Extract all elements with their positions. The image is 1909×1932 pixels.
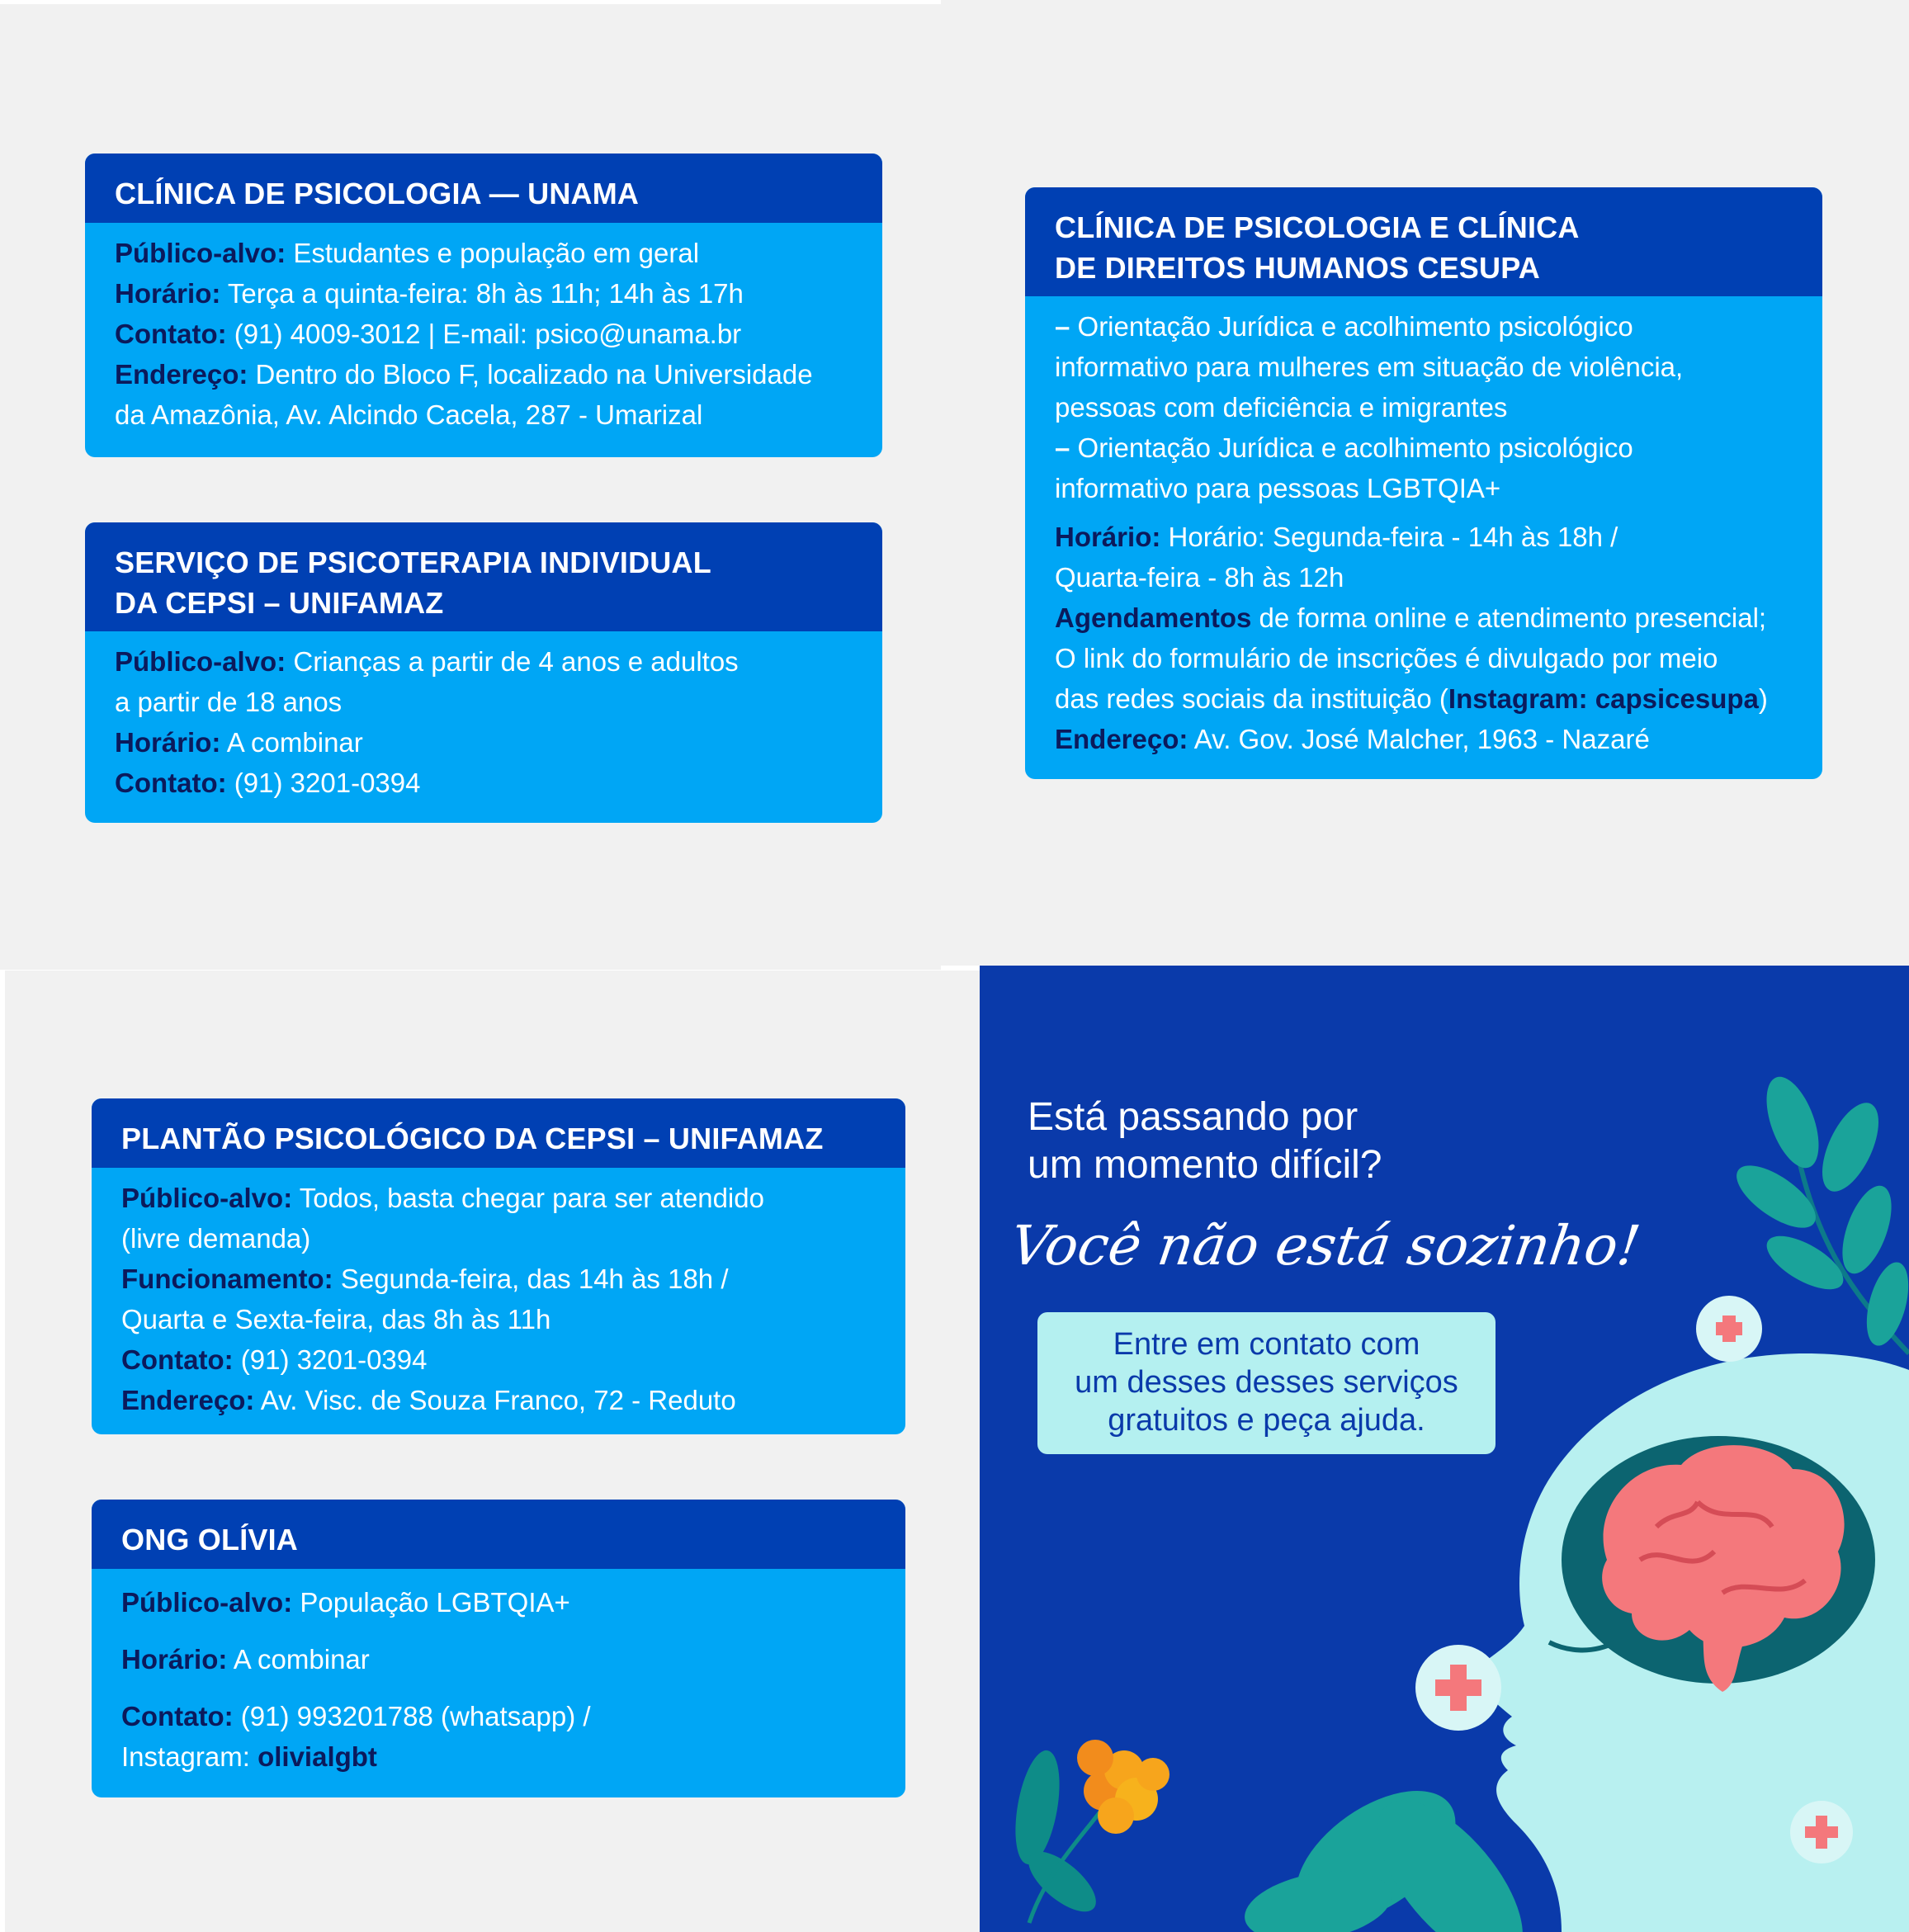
publico-value: Estudantes e população em geral bbox=[286, 238, 700, 268]
card-plantao bbox=[92, 1098, 905, 1434]
endereco-label: Endereço: bbox=[115, 359, 248, 390]
agendamentos-value-cont: O link do formulário de inscrições é divulgado por meio bbox=[1055, 643, 1718, 673]
publico-label: Público-alvo: bbox=[115, 238, 286, 268]
horario-label: Horário: bbox=[1055, 522, 1161, 552]
card-body bbox=[85, 631, 882, 803]
contato-value: (91) 993201788 (whatsapp) / bbox=[233, 1701, 591, 1731]
contato-label: Contato: bbox=[121, 1344, 234, 1375]
endereco-value: Av. Gov. José Malcher, 1963 - Nazaré bbox=[1188, 724, 1650, 754]
card-title: PLANTÃO PSICOLÓGICO DA CEPSI – UNIFAMAZ bbox=[92, 1098, 905, 1168]
horario-label: Horário: bbox=[121, 1644, 228, 1675]
publico-value: Crianças a partir de 4 anos e adultos bbox=[286, 646, 739, 677]
medical-plus-icon bbox=[1696, 1296, 1762, 1362]
horario-value: A combinar bbox=[220, 727, 363, 758]
card-body bbox=[85, 223, 882, 435]
publico-label: Público-alvo: bbox=[121, 1587, 293, 1618]
paren-close: ) bbox=[1758, 683, 1768, 714]
contato-label: Contato: bbox=[115, 768, 227, 798]
publico-value-cont: (livre demanda) bbox=[121, 1223, 311, 1254]
card-psicoterapia bbox=[85, 522, 882, 823]
promo-cta-box: Entre em contato com um desses desses serviços gratuitos e peça ajuda. bbox=[1037, 1312, 1496, 1454]
card-title: SERVIÇO DE PSICOTERAPIA INDIVIDUAL DA CEPSI – UNIFAMAZ bbox=[85, 522, 882, 631]
horario-label: Horário: bbox=[115, 727, 221, 758]
card-title: ONG OLÍVIA bbox=[92, 1500, 905, 1569]
publico-value-cont: a partir de 18 anos bbox=[115, 687, 343, 717]
promo-question: Está passando por um momento difícil? bbox=[1028, 1095, 1382, 1187]
agendamentos-label: Agendamentos bbox=[1055, 602, 1252, 633]
contato-value: (91) 3201-0394 bbox=[226, 768, 421, 798]
card-olivia bbox=[92, 1500, 905, 1797]
horario-value: Horário: Segunda-feira - 14h às 18h / bbox=[1160, 522, 1618, 552]
agendamentos-value: de forma online e atendimento presencial; bbox=[1251, 602, 1767, 633]
horario-value: Terça a quinta-feira: 8h às 11h; 14h às 17h bbox=[220, 278, 744, 309]
spacer bbox=[121, 1623, 876, 1639]
service-item-1-cont2: pessoas com deficiência e imigrantes bbox=[1055, 392, 1508, 423]
funcionamento-label: Funcionamento: bbox=[121, 1264, 333, 1294]
horario-value: A combinar bbox=[227, 1644, 370, 1675]
endereco-label: Endereço: bbox=[1055, 724, 1188, 754]
promo-script-title: Você não está sozinho! bbox=[1006, 1214, 1644, 1278]
publico-value: População LGBTQIA+ bbox=[292, 1587, 570, 1618]
funcionamento-value: Segunda-feira, das 14h às 18h / bbox=[333, 1264, 729, 1294]
contato-label: Contato: bbox=[115, 319, 227, 349]
horario-value-cont: Quarta-feira - 8h às 12h bbox=[1055, 562, 1344, 593]
horario-label: Horário: bbox=[115, 278, 221, 309]
instagram-handle[interactable]: olivialgbt bbox=[258, 1741, 377, 1772]
service-item-1: Orientação Jurídica e acolhimento psicológico bbox=[1070, 311, 1633, 342]
contato-label: Contato: bbox=[121, 1701, 234, 1731]
endereco-value: Dentro do Bloco F, localizado na Universidade bbox=[248, 359, 813, 390]
medical-plus-icon bbox=[1790, 1801, 1853, 1864]
card-cesupa bbox=[1025, 187, 1822, 779]
card-body bbox=[92, 1569, 905, 1777]
card-unama bbox=[85, 154, 882, 457]
card-title: CLÍNICA DE PSICOLOGIA E CLÍNICA DE DIREITOS HUMANOS CESUPA bbox=[1025, 187, 1822, 296]
endereco-value-cont: da Amazônia, Av. Alcindo Cacela, 287 - Umarizal bbox=[115, 399, 703, 430]
bullet-dash: – bbox=[1055, 311, 1070, 342]
publico-value: Todos, basta chegar para ser atendido bbox=[292, 1183, 764, 1213]
endereco-label: Endereço: bbox=[121, 1385, 255, 1415]
card-body bbox=[1025, 296, 1822, 759]
promo-panel bbox=[980, 966, 1909, 1932]
spacer bbox=[121, 1679, 876, 1696]
service-item-1-cont: informativo para mulheres em situação de violência, bbox=[1055, 352, 1684, 382]
service-item-2-cont: informativo para pessoas LGBTQIA+ bbox=[1055, 473, 1501, 503]
top-left-panel bbox=[0, 4, 941, 970]
contato-value: (91) 4009-3012 | E-mail: psico@unama.br bbox=[226, 319, 742, 349]
agendamentos-value-cont2: das redes sociais da instituição ( bbox=[1055, 683, 1448, 714]
bullet-dash: – bbox=[1055, 432, 1070, 463]
contato-value: (91) 3201-0394 bbox=[233, 1344, 428, 1375]
medical-plus-icon bbox=[1415, 1645, 1501, 1731]
funcionamento-value-cont: Quarta e Sexta-feira, das 8h às 11h bbox=[121, 1304, 551, 1334]
instagram-handle[interactable]: Instagram: capsicesupa bbox=[1448, 683, 1759, 714]
publico-label: Público-alvo: bbox=[121, 1183, 293, 1213]
endereco-value: Av. Visc. de Souza Franco, 72 - Reduto bbox=[254, 1385, 736, 1415]
card-title: CLÍNICA DE PSICOLOGIA — UNAMA bbox=[85, 154, 882, 223]
card-body bbox=[92, 1168, 905, 1420]
publico-label: Público-alvo: bbox=[115, 646, 286, 677]
instagram-label: Instagram: bbox=[121, 1741, 258, 1772]
service-item-2: Orientação Jurídica e acolhimento psicológico bbox=[1070, 432, 1633, 463]
